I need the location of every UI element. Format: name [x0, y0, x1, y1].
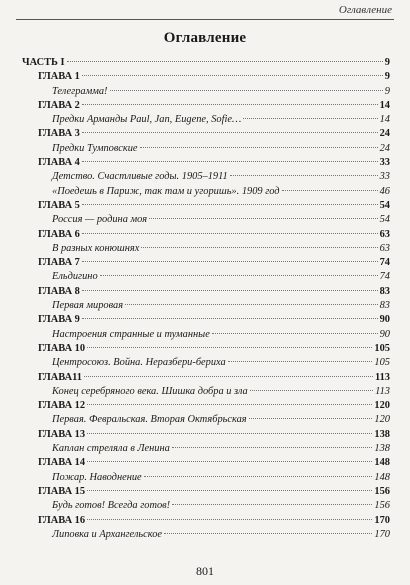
toc-entry-title: «Поедешь в Париж, так там и угоришь». 1909 год [52, 185, 280, 197]
dot-leader [67, 61, 383, 62]
toc-entry-title: ГЛАВА 5 [38, 199, 80, 211]
dot-leader [230, 175, 378, 176]
toc-entry-title: ГЛАВА11 [38, 371, 82, 383]
toc-entry-page: 90 [379, 328, 390, 340]
toc-entry-page: 33 [379, 171, 390, 183]
toc-entry-page: 156 [374, 485, 390, 497]
toc-entry-section [22, 442, 390, 456]
toc-entry-chapter [22, 156, 390, 170]
toc-entry-section [22, 213, 390, 227]
toc-entry-chapter [22, 342, 390, 356]
toc-entry-page: 74 [379, 271, 390, 283]
toc-entry-title: Липовка и Архангельское [52, 528, 163, 540]
toc-entry-title: Центросоюз. Война. Неразбери-бериха [52, 357, 226, 369]
dot-leader [249, 418, 373, 419]
toc-entry-page: 105 [374, 357, 390, 369]
page-title: Оглавление [163, 30, 247, 46]
dot-leader [250, 390, 373, 391]
dot-leader [87, 519, 372, 520]
toc-entry-page: 9 [384, 71, 390, 83]
dot-leader [282, 190, 378, 191]
dot-leader [100, 275, 378, 276]
toc-entry-page: 138 [374, 443, 390, 455]
dot-leader [172, 504, 372, 505]
toc-entry-page: 156 [374, 500, 390, 512]
toc-entry-section [22, 413, 390, 427]
dot-leader [140, 147, 378, 148]
toc-entry-page: 138 [374, 428, 390, 440]
toc-entry-page: 74 [379, 257, 390, 269]
toc-entry-page: 24 [379, 142, 390, 154]
toc-entry-chapter [22, 514, 390, 528]
toc-entry-section [22, 328, 390, 342]
toc-entry-chapter [22, 70, 390, 84]
toc-entry-title: Первая. Февральская. Вторая Октябрьская [52, 414, 247, 426]
dot-leader [82, 290, 378, 291]
toc-entry-section [22, 385, 390, 399]
page-number: 801 [196, 564, 214, 578]
toc-entry-page: 90 [379, 314, 390, 326]
toc-entry-title: ГЛАВА 10 [38, 342, 86, 354]
toc-entry-section [22, 499, 390, 513]
dot-leader [82, 161, 378, 162]
dot-leader [228, 361, 373, 362]
toc-entry-page: 105 [374, 342, 390, 354]
toc-entry-page: 33 [379, 157, 390, 169]
dot-leader [144, 476, 373, 477]
dot-leader [82, 261, 378, 262]
toc-entry-title: Настроения странные и туманные [52, 328, 210, 340]
dot-leader [82, 233, 378, 234]
toc-entry-chapter [22, 371, 390, 385]
toc-entry-page: 148 [374, 471, 390, 483]
toc-entry-title: ЧАСТЬ I [22, 57, 65, 68]
toc-entry-page: 83 [379, 300, 390, 312]
toc-entry-chapter [22, 428, 390, 442]
toc-entry-title: В разных конюшнях [52, 242, 140, 254]
dot-leader [172, 447, 373, 448]
toc-entry-title: Будь готов! Всегда готов! [52, 500, 171, 512]
toc-entry-part [22, 56, 390, 70]
toc-entry-section [22, 185, 390, 199]
toc-entry-title: Первая мировая [52, 300, 124, 312]
toc-entry-title: Каплан стреляла в Ленина [52, 443, 170, 455]
toc-entry-page: 9 [384, 85, 390, 97]
toc-entry-section [22, 85, 390, 99]
toc-entry-page: 83 [379, 285, 390, 297]
toc-entry-title: ГЛАВА 15 [38, 485, 86, 497]
toc-entry-title: ГЛАВА 2 [38, 99, 80, 111]
toc-entry-section [22, 356, 390, 370]
dot-leader [87, 490, 372, 491]
header-rule [16, 19, 394, 20]
toc-entry-chapter [22, 256, 390, 270]
toc-entry-page: 120 [374, 400, 390, 412]
dot-leader [141, 247, 377, 248]
dot-leader [149, 218, 378, 219]
dot-leader [243, 118, 377, 119]
running-head: Оглавление [338, 4, 392, 16]
toc-entry-title: Россия — родина моя [52, 214, 148, 226]
toc-entry-chapter [22, 127, 390, 141]
toc-entry-page: 14 [379, 114, 390, 126]
toc-entry-title: ГЛАВА 9 [38, 314, 80, 326]
toc-entry-page: 9 [384, 57, 390, 68]
toc-entry-section [22, 113, 390, 127]
dot-leader [84, 376, 373, 377]
dot-leader [82, 104, 378, 105]
toc-entry-title: Пожар. Наводнение [52, 471, 142, 483]
toc-entry-title: ГЛАВА 6 [38, 228, 80, 240]
table-of-contents [22, 56, 390, 542]
toc-entry-page: 113 [375, 385, 390, 397]
toc-entry-chapter [22, 199, 390, 213]
toc-entry-page: 113 [374, 371, 390, 383]
toc-entry-chapter [22, 285, 390, 299]
toc-entry-page: 63 [379, 228, 390, 240]
toc-entry-page: 14 [379, 99, 390, 111]
toc-entry-title: ГЛАВА 1 [38, 71, 80, 83]
toc-entry-page: 46 [379, 185, 390, 197]
toc-entry-page: 170 [374, 514, 390, 526]
toc-entry-title: Конец серебряного века. Шишка добра и зла [52, 385, 248, 397]
toc-entry-chapter [22, 99, 390, 113]
dot-leader [125, 304, 378, 305]
toc-entry-title: ГЛАВА 3 [38, 128, 80, 140]
toc-entry-title: Предки Арманды Paul, Jan, Eugene, Sofie… [52, 114, 242, 126]
toc-entry-title: ГЛАВА 8 [38, 285, 80, 297]
toc-entry-section [22, 299, 390, 313]
toc-entry-section [22, 528, 390, 542]
toc-entry-page: 148 [374, 457, 390, 469]
toc-entry-section [22, 142, 390, 156]
toc-entry-title: Ельдигино [52, 271, 98, 283]
toc-entry-chapter [22, 399, 390, 413]
dot-leader [87, 461, 372, 462]
dot-leader [87, 347, 372, 348]
dot-leader [110, 90, 383, 91]
toc-entry-chapter [22, 456, 390, 470]
toc-entry-title: ГЛАВА 12 [38, 400, 86, 412]
toc-entry-page: 170 [374, 528, 390, 540]
dot-leader [82, 75, 383, 76]
toc-entry-section [22, 270, 390, 284]
toc-entry-page: 120 [374, 414, 390, 426]
dot-leader [87, 433, 372, 434]
dot-leader [212, 333, 378, 334]
toc-entry-title: Предки Тумповские [52, 142, 138, 154]
toc-entry-page: 24 [379, 128, 390, 140]
toc-entry-title: ГЛАВА 14 [38, 457, 86, 469]
toc-entry-page: 54 [379, 199, 390, 211]
toc-entry-title: ГЛАВА 7 [38, 257, 80, 269]
dot-leader [164, 533, 372, 534]
dot-leader [82, 132, 378, 133]
toc-entry-section [22, 242, 390, 256]
toc-entry-title: ГЛАВА 4 [38, 157, 80, 169]
toc-entry-title: Детство. Счастливые годы. 1905–1911 [52, 171, 228, 183]
toc-entry-chapter [22, 228, 390, 242]
dot-leader [87, 404, 372, 405]
toc-entry-section [22, 471, 390, 485]
toc-entry-page: 63 [379, 242, 390, 254]
toc-entry-chapter [22, 485, 390, 499]
toc-entry-section [22, 170, 390, 184]
toc-entry-page: 54 [379, 214, 390, 226]
toc-entry-title: Телеграмма! [52, 85, 108, 97]
toc-entry-title: ГЛАВА 13 [38, 428, 86, 440]
toc-entry-chapter [22, 313, 390, 327]
dot-leader [82, 204, 378, 205]
dot-leader [82, 318, 378, 319]
toc-entry-title: ГЛАВА 16 [38, 514, 86, 526]
